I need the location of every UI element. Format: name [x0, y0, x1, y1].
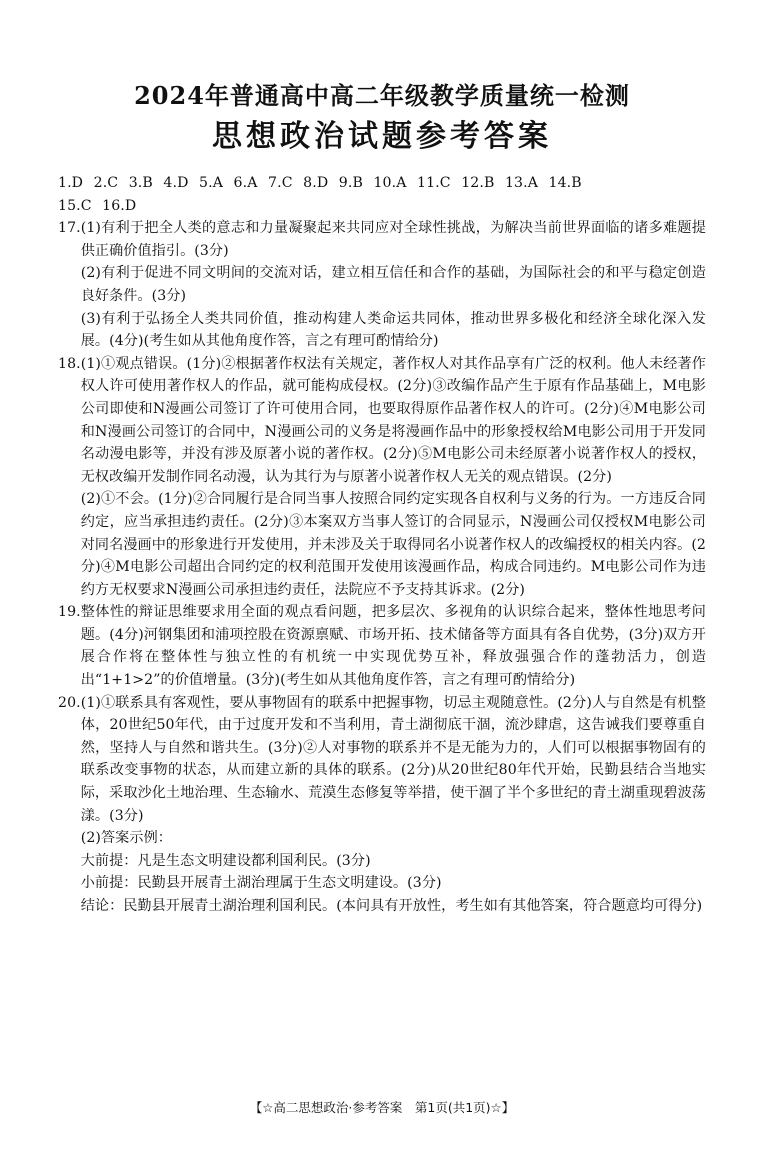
answer-key-title: 思想政治试题参考答案	[212, 119, 552, 154]
answer-paragraph: (2)有利于促进不同文明间的交流对话，建立相互信任和合作的基础，为国际社会的和平与稳定创造良好条件。(3分)	[80, 265, 706, 304]
question-19-answer	[81, 601, 706, 691]
answer-content	[58, 172, 706, 918]
page-footer: 【☆高二思想政治·参考答案 第1页(共1页)☆】	[249, 1100, 515, 1115]
exam-title: 2024年普通高中高二年级教学质量统一检测	[134, 81, 630, 110]
minor-premise: 小前提：民勤县开展青土湖治理属于生态文明建设。(3分)	[80, 875, 442, 892]
answer-paragraph: (1)①观点错误。(1分)②根据著作权法有关规定，著作权人对其作品享有广泛的权利。他人未经著作权人许可使用著作权人的作品，就可能构成侵权。(2分)③改编作品产生于原有作品基础上，M电影公司即使和N漫画公司签订了许可使用合同，也要取得原作品著作权人的许可。(2分)④M电影公司和N漫画公司签订的合同中，N漫画公司的义务是将漫画作品中的形象授权给M电影公司用于开发同名动漫电影等，并没有涉及原著小说的著作权。(2分)⑤M电影公司未经原著小说著作权人的授权，无权改编开发制作同名动漫，认为其行为与原著小说著作权人无关的观点错误。(2分)	[80, 355, 706, 485]
answer-paragraph: (2)答案示例：	[80, 830, 172, 847]
question-number: 18.	[58, 355, 81, 372]
question-18	[58, 353, 706, 602]
question-20-answer	[81, 692, 706, 918]
question-19	[58, 601, 706, 691]
question-17	[58, 217, 706, 353]
question-number: 20.	[58, 694, 81, 711]
answer-paragraph: (1)①联系具有客观性，要从事物固有的联系中把握事物，切忌主观随意性。(2分)人与自然是有机整体，20世纪50年代，由于过度开发和不当利用，青土湖彻底干涸，流沙肆虐，这告诫我们要尊重自然，坚持人与自然和谐共生。(3分)②人对事物的联系并不是无能为力的，人们可以根据事物固有的联系改变事物的状态，从而建立新的具体的联系。(2分)从20世纪80年代开始，民勤县结合当地实际，采取沙化土地治理、生态输水、荒漠生态修复等举措，使干涸了半个多世纪的青土湖重现碧波荡漾。(3分)	[80, 694, 706, 824]
answer-paragraph: 整体性的辩证思维要求用全面的观点看问题，把多层次、多视角的认识综合起来，整体性地思考问题。(4分)河钢集团和浦项控股在资源禀赋、市场开拓、技术储备等方面具有各自优势，(3分)双方开展合作将在整体性与独立性的有机统一中实现优势互补，释放强强合作的蓬勃活力，创造出“1+1>2”的价值增量。(3分)(考生如从其他角度作答，言之有理可酌情给分)	[80, 604, 706, 689]
question-number: 19.	[58, 604, 81, 621]
question-17-answer	[81, 217, 706, 353]
question-18-answer	[81, 353, 706, 602]
choice-answers-line-2: 15.C 16.D	[58, 197, 137, 214]
answer-paragraph: (1)有利于把全人类的意志和力量凝聚起来共同应对全球性挑战，为解决当前世界面临的诸多难题提供正确价值指引。(3分)	[80, 220, 706, 259]
choice-answers-line-1: 1.D 2.C 3.B 4.D 5.A 6.A 7.C 8.D 9.B 10.A 11.C 12.B 13.A 14.B	[58, 175, 582, 191]
question-20	[58, 692, 706, 918]
answer-paragraph: (2)①不会。(1分)②合同履行是合同当事人按照合同约定实现各自权利与义务的行为。一方违反合同约定，应当承担违约责任。(2分)③本案双方当事人签订的合同显示，N漫画公司仅授权M电影公司对同名漫画中的形象进行开发使用，并未涉及关于取得同名小说著作权人的改编授权的相关内容。(2分)④M电影公司超出合同约定的权利范围开发使用该漫画作品，构成合同违约。M电影公司作为违约方无权要求N漫画公司承担违约责任，法院应不予支持其诉求。(2分)	[80, 491, 706, 598]
conclusion: 结论：民勤县开展青土湖治理利国利民。(本问具有开放性，考生如有其他答案，符合题意均可得分)	[80, 898, 703, 914]
major-premise: 大前提：凡是生态文明建设都利国利民。(3分)	[80, 852, 371, 869]
answer-page	[0, 80, 764, 1154]
answer-paragraph: (3)有利于弘扬全人类共同价值，推动构建人类命运共同体，推动世界多极化和经济全球化深入发展。(4分)(考生如从其他角度作答，言之有理可酌情给分)	[80, 310, 706, 350]
question-number: 17.	[58, 220, 81, 237]
